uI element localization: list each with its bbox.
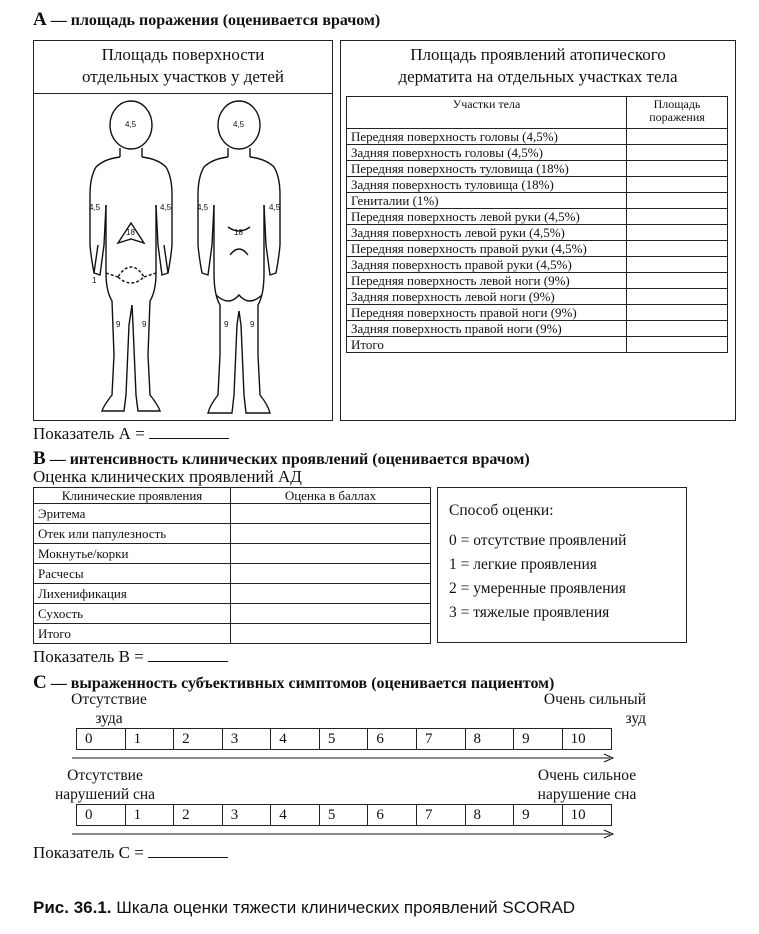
section-b-text: интенсивность клинических проявлений (оценивается врачом): [69, 451, 530, 468]
sleep-min-line2: нарушений сна: [54, 786, 156, 803]
score-b-label: Показатель В =: [33, 647, 144, 666]
score-c: [33, 843, 228, 863]
body-figures-header-line1: Площадь поверхности: [101, 45, 265, 64]
caption-text: Шкала оценки тяжести клинических проявлений SCORAD: [116, 898, 576, 917]
area-col-affected-line2: поражения: [649, 110, 705, 124]
table-row: [347, 145, 728, 161]
area-table-header: [341, 41, 735, 95]
table-row: [347, 289, 728, 305]
section-c-text: выраженность субъективных симптомов (оценивается пациентом): [70, 675, 555, 692]
clinical-row-value[interactable]: [231, 564, 431, 584]
clinical-total-value[interactable]: [231, 624, 431, 644]
itch-scale-cell[interactable]: 8: [466, 729, 515, 749]
clinical-col-score: Оценка в баллах: [231, 488, 431, 504]
area-row-label: Задняя поверхность туловища (18%): [347, 177, 627, 193]
table-row: [34, 504, 431, 524]
score-c-blank[interactable]: [148, 843, 228, 858]
itch-arrow-icon: [72, 753, 617, 763]
table-row: [347, 161, 728, 177]
method-item: 2 = умеренные проявления: [449, 580, 626, 597]
itch-scale-cell[interactable]: 5: [320, 729, 369, 749]
sleep-scale-cell[interactable]: 6: [368, 805, 417, 825]
front-left-leg-label: 9: [142, 320, 147, 329]
area-total-value[interactable]: [627, 337, 728, 353]
area-row-label: Передняя поверхность левой руки (4,5%): [347, 209, 627, 225]
score-a: [33, 424, 229, 444]
table-row: [347, 257, 728, 273]
itch-scale-cell[interactable]: 0: [77, 729, 126, 749]
back-trunk-label: 18: [234, 228, 243, 237]
child-body-diagram: [34, 95, 332, 421]
area-total-label: Итого: [347, 337, 627, 353]
itch-min-line2: зуда: [95, 710, 123, 727]
front-right-arm-label: 4,5: [89, 203, 101, 212]
front-head-label: 4,5: [125, 120, 137, 129]
sleep-max-line2: нарушение сна: [537, 786, 637, 803]
body-figures-header-line2: отдельных участков у детей: [82, 67, 284, 86]
itch-scale-cell[interactable]: 10: [570, 731, 586, 747]
itch-scale-cell[interactable]: 6: [368, 729, 417, 749]
area-row-value[interactable]: [627, 289, 728, 305]
sleep-min-label: [46, 766, 164, 804]
table-row: [347, 241, 728, 257]
clinical-col-signs: Клинические проявления: [34, 488, 231, 504]
section-b-letter: В: [33, 448, 46, 469]
area-row-value[interactable]: [627, 177, 728, 193]
area-row-label: Задняя поверхность правой ноги (9%): [347, 321, 627, 337]
section-a-dash: —: [50, 12, 67, 29]
sleep-scale-cell[interactable]: 4: [271, 805, 320, 825]
area-table: [346, 96, 728, 353]
area-col-affected-line1: Площадь: [653, 97, 701, 111]
table-row: [34, 564, 431, 584]
front-figure: [90, 101, 172, 411]
sleep-min-line1: Отсутствие: [67, 767, 143, 784]
method-item: 3 = тяжелые проявления: [449, 604, 610, 621]
clinical-row-value[interactable]: [231, 524, 431, 544]
score-b-blank[interactable]: [148, 647, 228, 662]
table-row: [347, 337, 728, 353]
sleep-scale-cell[interactable]: 0: [77, 805, 126, 825]
itch-min-label: [66, 690, 152, 728]
table-row: [347, 321, 728, 337]
method-item: 0 = отсутствие проявлений: [449, 532, 627, 549]
area-row-label: Передняя поверхность правой руки (4,5%): [347, 241, 627, 257]
area-table-header-line2: дерматита на отдельных участках тела: [398, 67, 678, 86]
area-row-value[interactable]: [627, 225, 728, 241]
area-row-value[interactable]: [627, 129, 728, 145]
score-c-label: Показатель С =: [33, 843, 144, 862]
body-figures-box: [33, 40, 333, 421]
genital-label: 1: [92, 276, 97, 285]
itch-scale-cell[interactable]: 1: [126, 729, 175, 749]
itch-max-label: [528, 690, 646, 728]
itch-max-line1: Очень сильный: [543, 691, 646, 708]
sleep-scale-cell[interactable]: 9: [514, 805, 563, 825]
area-row-value[interactable]: [627, 161, 728, 177]
itch-scale: [76, 728, 612, 750]
table-row: [347, 225, 728, 241]
clinical-row-value[interactable]: [231, 604, 431, 624]
clinical-row-label: Мокнутье/корки: [34, 544, 231, 564]
area-col-body-parts: Участки тела: [347, 97, 627, 129]
area-row-value[interactable]: [627, 193, 728, 209]
back-right-arm-label: 4,5: [269, 203, 281, 212]
back-left-leg-label: 9: [224, 320, 229, 329]
back-right-leg-label: 9: [250, 320, 255, 329]
area-row-label: Передняя поверхность правой ноги (9%): [347, 305, 627, 321]
section-c-dash: —: [50, 675, 67, 692]
sleep-scale-cell[interactable]: 3: [223, 805, 272, 825]
score-a-blank[interactable]: [149, 424, 229, 439]
front-trunk-label: 18: [126, 228, 135, 237]
area-row-value[interactable]: [627, 145, 728, 161]
front-left-arm-label: 4,5: [160, 203, 172, 212]
area-table-header-line1: Площадь проявлений атопического: [410, 45, 666, 64]
itch-scale-cell[interactable]: 7: [417, 729, 466, 749]
table-row: [34, 584, 431, 604]
clinical-row-value[interactable]: [231, 584, 431, 604]
itch-scale-cell[interactable]: 3: [223, 729, 272, 749]
section-b-subtitle: Оценка клинических проявлений АД: [33, 467, 302, 486]
itch-max-line2: зуд: [625, 710, 646, 727]
section-c-letter: С: [33, 672, 47, 693]
clinical-row-label: Расчесы: [34, 564, 231, 584]
clinical-row-value[interactable]: [231, 504, 431, 524]
section-a-title: [33, 9, 380, 31]
table-row: [34, 624, 431, 644]
section-a-letter: А: [33, 9, 47, 30]
sleep-arrow-icon: [72, 829, 617, 839]
back-left-arm-label: 4,5: [197, 203, 209, 212]
sleep-scale-cell[interactable]: 10: [570, 807, 586, 823]
sleep-scale: [76, 804, 612, 826]
area-row-value[interactable]: [627, 257, 728, 273]
figure-caption: [33, 898, 575, 918]
area-col-affected: [627, 97, 728, 129]
area-row-value[interactable]: [627, 209, 728, 225]
clinical-row-label: Лихенификация: [34, 584, 231, 604]
body-figures-header: [34, 41, 332, 94]
table-row: [34, 544, 431, 564]
area-row-value[interactable]: [627, 273, 728, 289]
method-legend: [437, 487, 687, 643]
front-right-leg-label: 9: [116, 320, 121, 329]
table-row: [347, 129, 728, 145]
sleep-scale-cell[interactable]: 5: [320, 805, 369, 825]
sleep-scale-cell[interactable]: 1: [126, 805, 175, 825]
method-item: 1 = легкие проявления: [449, 556, 597, 573]
area-row-label: Задняя поверхность левой ноги (9%): [347, 289, 627, 305]
caption-label: Рис. 36.1.: [33, 898, 112, 917]
table-row: [347, 193, 728, 209]
table-row: [34, 524, 431, 544]
itch-scale-cell[interactable]: 9: [514, 729, 563, 749]
table-row: [347, 209, 728, 225]
area-row-label: Задняя поверхность левой руки (4,5%): [347, 225, 627, 241]
section-b-dash: —: [49, 451, 66, 468]
area-row-label: Задняя поверхность правой руки (4,5%): [347, 257, 627, 273]
clinical-row-label: Отек или папулезность: [34, 524, 231, 544]
clinical-row-label: Сухость: [34, 604, 231, 624]
table-row: [34, 604, 431, 624]
area-row-label: Гениталии (1%): [347, 193, 627, 209]
sleep-max-line1: Очень сильное: [537, 767, 637, 784]
method-title: Способ оценки:: [449, 502, 554, 519]
sleep-scale-cell[interactable]: 7: [417, 805, 466, 825]
clinical-total-label: Итого: [34, 624, 231, 644]
area-row-value[interactable]: [627, 321, 728, 337]
itch-scale-cell[interactable]: 4: [271, 729, 320, 749]
sleep-scale-cell[interactable]: 8: [466, 805, 515, 825]
area-row-value[interactable]: [627, 305, 728, 321]
itch-min-line1: Отсутствие: [71, 691, 147, 708]
sleep-max-label: [520, 766, 654, 804]
itch-scale-cell[interactable]: 2: [174, 729, 223, 749]
back-head-label: 4,5: [233, 120, 245, 129]
table-row: [347, 177, 728, 193]
area-row-value[interactable]: [627, 241, 728, 257]
area-row-label: Передняя поверхность головы (4,5%): [347, 129, 627, 145]
clinical-row-value[interactable]: [231, 544, 431, 564]
table-row: [347, 273, 728, 289]
back-figure: [198, 101, 280, 413]
score-b: [33, 647, 228, 667]
area-row-label: Передняя поверхность левой ноги (9%): [347, 273, 627, 289]
table-row: [347, 305, 728, 321]
area-row-label: Передняя поверхность туловища (18%): [347, 161, 627, 177]
area-row-label: Задняя поверхность головы (4,5%): [347, 145, 627, 161]
score-a-label: Показатель А =: [33, 424, 145, 443]
section-a-text: площадь поражения (оценивается врачом): [70, 12, 381, 29]
clinical-table: [33, 487, 431, 644]
sleep-scale-cell[interactable]: 2: [174, 805, 223, 825]
clinical-row-label: Эритема: [34, 504, 231, 524]
